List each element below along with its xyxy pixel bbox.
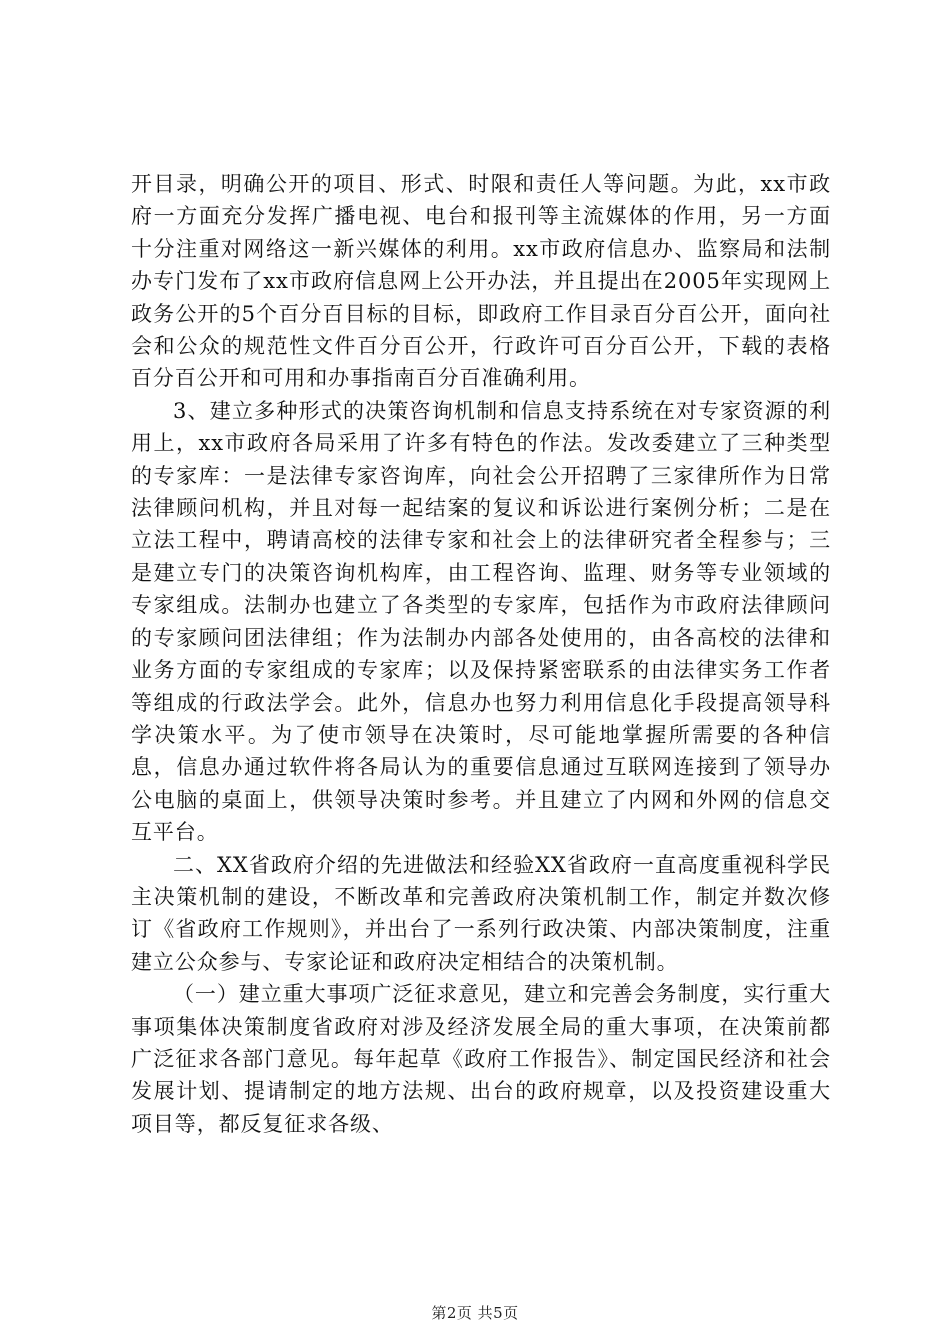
paragraph-decision-consulting: 3、建立多种形式的决策咨询机制和信息支持系统在对专家资源的利用上，xx市政府各局采用了许多有特色的作法。发改委建立了三种类型的专家库：一是法律专家咨询库，向社会公开招聘了三家律所作为日常法律顾问机构，并且对每一起结案的复议和诉讼进行案例分析；二是在立法工程中，聘请高校的法律专家和社会上的法律研究者全程参与；三是建立专门的决策咨询机构库，由工程咨询、监理、财务等专业领域的专家组成。法制办也建立了各类型的专家库，包括作为市政府法律顾问的专家顾问团法律组；作为法制办内部各处使用的，由各高校的法律和业务方面的专家组成的专家库；以及保持紧密联系的由法律实务工作者等组成的行政法学会。此外，信息办也努力利用信息化手段提高领导科学决策水平。为了使市领导在决策时，尽可能地掌握所需要的各种信息，信息办通过软件将各局认为的重要信息通过互联网连接到了领导办公电脑的桌面上，供领导决策时参考。并且建立了内网和外网的信息交互平台。 (131, 398, 831, 845)
paragraph-continuation: 开目录，明确公开的项目、形式、时限和责任人等问题。为此，xx市政府一方面充分发挥广播电视、电台和报刊等主流媒体的作用，另一方面十分注重对网络这一新兴媒体的利用。xx市政府信息办、监察局和法制办专门发布了xx市政府信息网上公开办法，并且提出在2005年实现网上政务公开的5个百分百目标的目标，即政府工作目录百分百公开，面向社会和公众的规范性文件百分百公开，行政许可百分百公开，下载的表格百分百公开和可用和办事指南百分百准确利用。 (131, 172, 831, 391)
page-footer: 第2页 共5页 (431, 1304, 519, 1322)
paragraph-province-practices: 二、XX省政府介绍的先进做法和经验XX省政府一直高度重视科学民主决策机制的建设，不断改革和完善政府决策机制工作，制定并数次修订《省政府工作规则》，并出台了一系列行政决策、内部决策制度，注重建立公众参与、专家论证和政府决定相结合的决策机制。 (131, 852, 831, 974)
document-body (131, 168, 831, 1140)
paragraph-major-matters: （一）建立重大事项广泛征求意见，建立和完善会务制度，实行重大事项集体决策制度省政府对涉及经济发展全局的重大事项，在决策前都广泛征求各部门意见。每年起草《政府工作报告》、制定国民经济和社会发展计划、提请制定的地方法规、出台的政府规章，以及投资建设重大项目等，都反复征求各级、 (131, 982, 831, 1136)
